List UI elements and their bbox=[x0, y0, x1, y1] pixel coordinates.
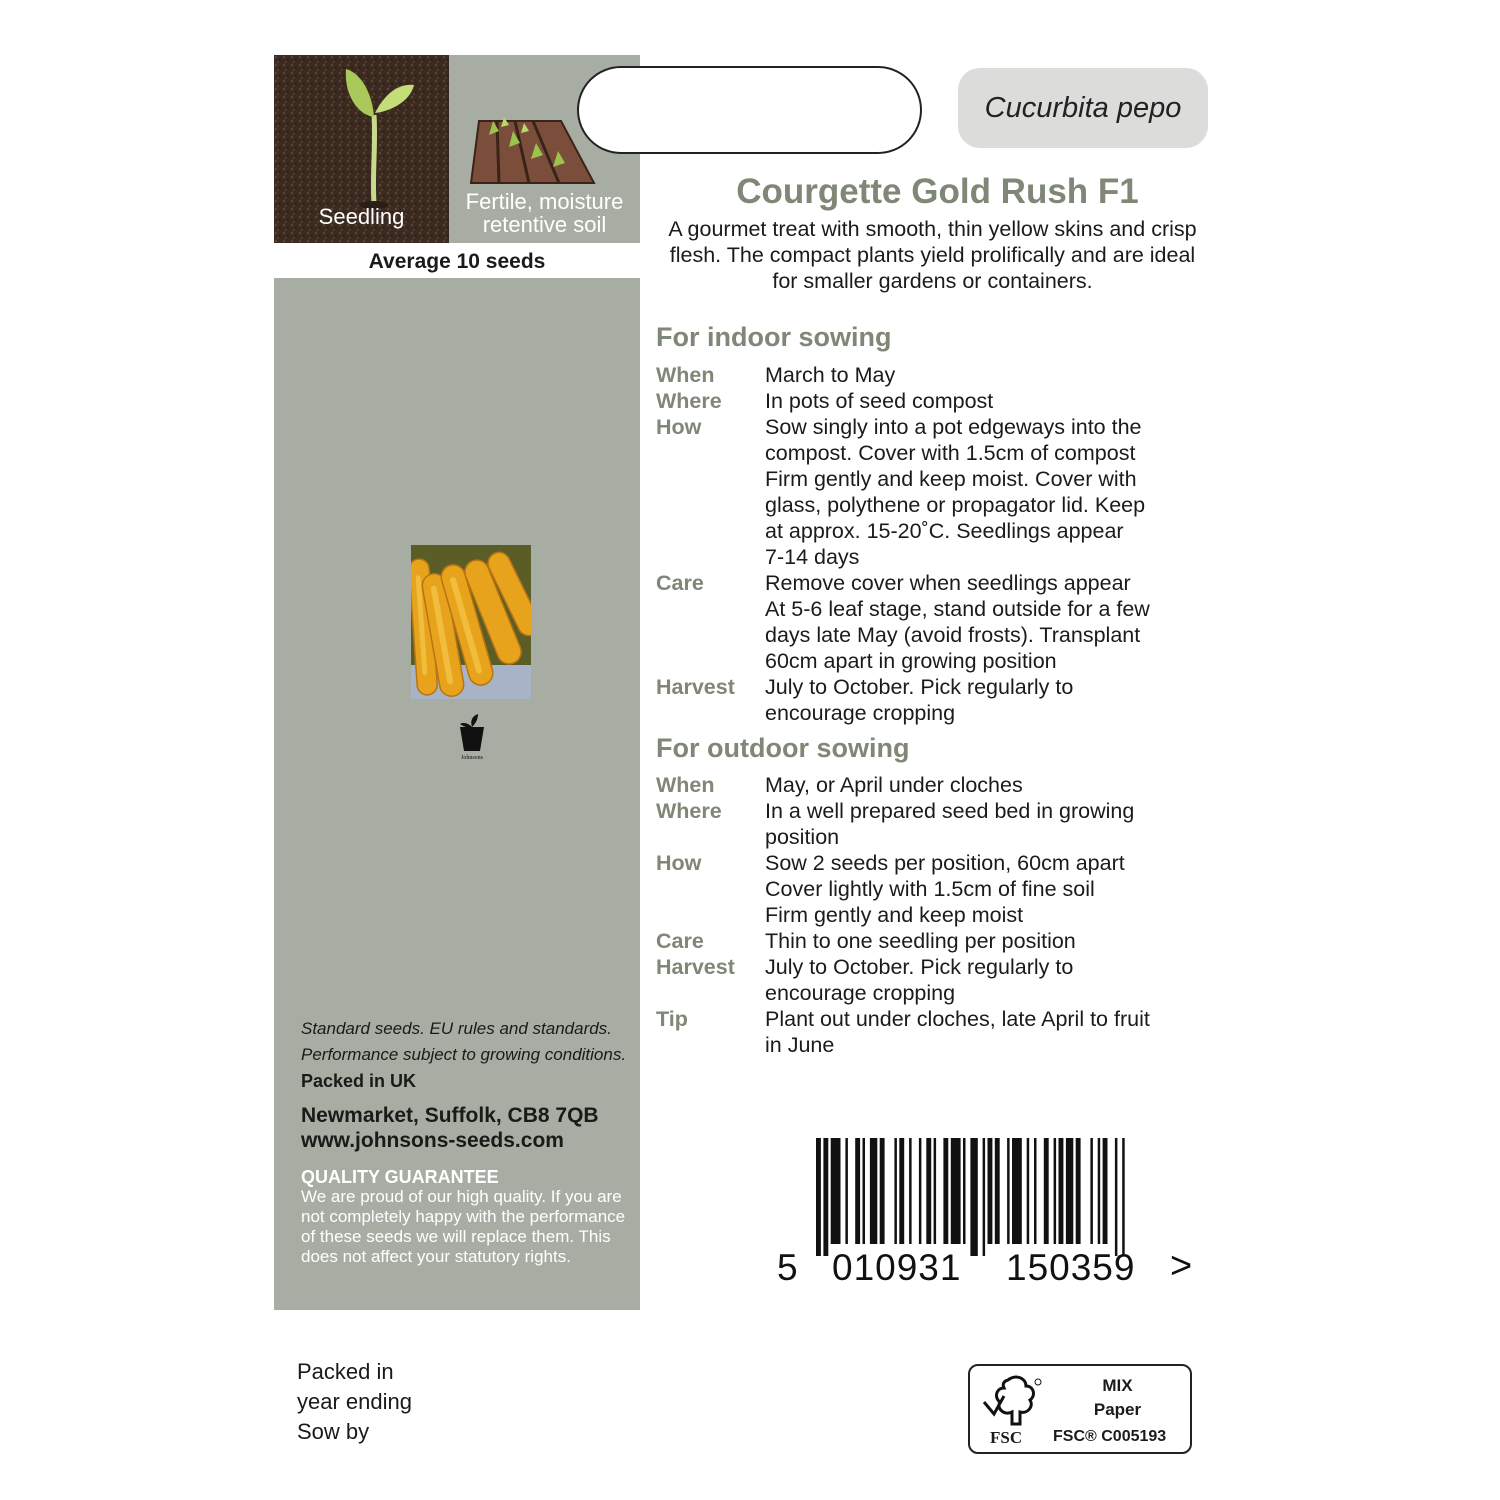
fsc-mix-paper: MIX Paper bbox=[1093, 1376, 1142, 1419]
instruction-label: When bbox=[656, 773, 715, 797]
instruction-text: May, or April under cloches bbox=[765, 773, 1023, 797]
instruction-text: Sow singly into a pot edgeways into the compost. Cover with 1.5cm of compost Firm gently and keep moist. Cover with glass, polythene or propagator lid. Keep at approx. 15-20˚C. Seedlings appear 7-14 days bbox=[765, 415, 1146, 569]
company-address: Newmarket, Suffolk, CB8 7QB www.johnsons-seeds.com bbox=[301, 1103, 631, 1153]
barcode bbox=[816, 1138, 1176, 1256]
instruction-text: In pots of seed compost bbox=[765, 389, 994, 413]
instruction-row bbox=[656, 954, 1201, 1006]
standards-note: Standard seeds. EU rules and standards. Performance subject to growing conditions. bbox=[301, 1019, 627, 1064]
brand-logo bbox=[452, 713, 492, 761]
instruction-label: How bbox=[656, 415, 702, 439]
instruction-row bbox=[656, 928, 1201, 954]
indoor-sowing-title: For indoor sowing bbox=[656, 322, 892, 352]
latin-name: Cucurbita pepo bbox=[958, 68, 1208, 148]
quality-guarantee bbox=[301, 1167, 636, 1267]
instruction-row bbox=[656, 674, 1201, 726]
instruction-row bbox=[656, 362, 1201, 388]
instruction-text: Thin to one seedling per position bbox=[765, 929, 1076, 953]
instruction-row bbox=[656, 414, 1201, 570]
packed-in-uk: Packed in UK bbox=[301, 1071, 417, 1091]
instruction-row bbox=[656, 772, 1201, 798]
instruction-text: Remove cover when seedlings appear At 5-6 leaf stage, stand outside for a few days late May (avoid frosts). Transplant 60cm apart in growing position bbox=[765, 571, 1150, 673]
website-link: www.johnsons-seeds.com bbox=[301, 1129, 564, 1152]
fsc-tree-icon bbox=[978, 1372, 1048, 1432]
barcode-group-right: 150359 bbox=[1006, 1247, 1136, 1288]
instruction-label: Where bbox=[656, 389, 722, 413]
packed-date-info: Packed in year ending Sow by bbox=[297, 1359, 412, 1444]
instruction-text: March to May bbox=[765, 363, 896, 387]
guarantee-title: QUALITY GUARANTEE bbox=[301, 1167, 499, 1187]
fsc-code: FSC® C005193 bbox=[1053, 1428, 1167, 1445]
outdoor-sowing-title: For outdoor sowing bbox=[656, 733, 910, 763]
seed-count: Average 10 seeds bbox=[274, 243, 640, 278]
barcode-digit-first: 5 bbox=[777, 1247, 799, 1288]
instruction-text: July to October. Pick regularly to encourage cropping bbox=[765, 955, 1074, 1005]
svg-text:Johnsons: Johnsons bbox=[460, 755, 484, 761]
instruction-label: Where bbox=[656, 799, 722, 823]
instruction-label: Tip bbox=[656, 1007, 688, 1031]
instruction-label: Care bbox=[656, 929, 704, 953]
guarantee-text: We are proud of our high quality. If you are not completely happy with the performance of these seeds we will replace them. This does not affect your statutory rights. bbox=[301, 1187, 626, 1266]
instruction-text: Plant out under cloches, late April to fruit in June bbox=[765, 1007, 1150, 1057]
product-description: A gourmet treat with smooth, thin yellow skins and crisp flesh. The compact plants yield prolifically and are ideal for smaller gardens or containers. bbox=[668, 217, 1197, 293]
instruction-text: In a well prepared seed bed in growing position bbox=[765, 799, 1135, 849]
seedling-label: Seedling bbox=[318, 204, 405, 229]
product-photo bbox=[411, 545, 531, 699]
instruction-label: Care bbox=[656, 571, 704, 595]
instruction-row bbox=[656, 1006, 1201, 1058]
instruction-row bbox=[656, 388, 1201, 414]
instruction-label: Harvest bbox=[656, 675, 735, 699]
instruction-row bbox=[656, 798, 1201, 850]
instruction-label: Harvest bbox=[656, 955, 735, 979]
instruction-text: July to October. Pick regularly to encourage cropping bbox=[765, 675, 1074, 725]
instruction-label: How bbox=[656, 851, 702, 875]
barcode-group-left: 010931 bbox=[832, 1247, 962, 1288]
soil-label: Fertile, moisture retentive soil bbox=[465, 189, 624, 237]
instruction-row bbox=[656, 570, 1201, 674]
product-title: Courgette Gold Rush F1 bbox=[736, 172, 1139, 211]
instruction-label: When bbox=[656, 363, 715, 387]
barcode-arrow: > bbox=[1170, 1245, 1194, 1287]
hanger-slot bbox=[577, 66, 922, 154]
instruction-text: Sow 2 seeds per position, 60cm apart Cover lightly with 1.5cm of fine soil Firm gently and keep moist bbox=[765, 851, 1125, 927]
indoor-sowing-instructions bbox=[656, 362, 1201, 726]
instruction-row bbox=[656, 850, 1201, 928]
seedling-icon bbox=[274, 55, 449, 243]
outdoor-sowing-instructions bbox=[656, 772, 1201, 1058]
fsc-mark: FSC bbox=[990, 1428, 1023, 1447]
